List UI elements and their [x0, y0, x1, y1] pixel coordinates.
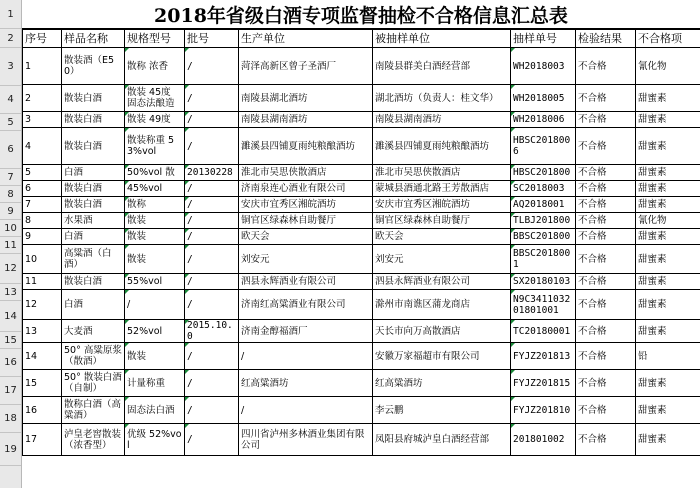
table-cell[interactable]: N9C341103201801001 [511, 290, 576, 320]
table-cell[interactable]: 52%vol [125, 320, 185, 343]
table-cell[interactable]: 刘安元 [373, 245, 511, 274]
table-cell[interactable]: 不合格 [576, 128, 636, 165]
row-number[interactable]: 13 [0, 284, 21, 301]
row-number[interactable]: 3 [0, 48, 21, 86]
table-cell[interactable]: 7 [23, 197, 62, 213]
header-cell[interactable]: 抽样单号 [511, 30, 576, 48]
table-cell[interactable]: 45%vol [125, 181, 185, 197]
table-cell[interactable]: 济南泉连心酒业有限公司 [239, 181, 373, 197]
table-cell[interactable]: 50° 散装白酒（自制） [62, 370, 125, 397]
table-cell[interactable]: 散装 [125, 343, 185, 370]
sheet-title[interactable]: 2018年省级白酒专项监督抽检不合格信息汇总表 [22, 0, 700, 29]
table-cell[interactable]: 50° 高粱原浆（散酒） [62, 343, 125, 370]
table-cell[interactable]: / [185, 245, 239, 274]
table-cell[interactable]: 甜蜜素 [636, 181, 700, 197]
table-cell[interactable]: 氰化物 [636, 48, 700, 85]
header-cell[interactable]: 批号 [185, 30, 239, 48]
table-cell[interactable]: WH2018006 [511, 112, 576, 128]
table-cell[interactable]: 散称 [125, 197, 185, 213]
table-cell[interactable]: / [185, 397, 239, 424]
table-cell[interactable]: 不合格 [576, 370, 636, 397]
header-cell[interactable]: 序号 [23, 30, 62, 48]
row-number[interactable]: 4 [0, 86, 21, 114]
table-cell[interactable]: / [125, 290, 185, 320]
table-cell[interactable]: 15 [23, 370, 62, 397]
table-cell[interactable]: 甜蜜素 [636, 128, 700, 165]
table-cell[interactable]: 计量称重 [125, 370, 185, 397]
table-cell[interactable]: / [185, 343, 239, 370]
table-cell[interactable]: 甜蜜素 [636, 229, 700, 245]
row-number[interactable]: 11 [0, 237, 21, 254]
table-cell[interactable]: 散装白酒 [62, 128, 125, 165]
table-cell[interactable]: 甜蜜素 [636, 197, 700, 213]
row-number[interactable]: 15 [0, 332, 21, 349]
table-cell[interactable]: 不合格 [576, 229, 636, 245]
table-cell[interactable]: 不合格 [576, 112, 636, 128]
table-cell[interactable]: 南陵县湖南酒坊 [239, 112, 373, 128]
table-cell[interactable]: SX20180103 [511, 274, 576, 290]
table-cell[interactable]: / [239, 397, 373, 424]
table-cell[interactable]: 16 [23, 397, 62, 424]
table-cell[interactable]: 铅 [636, 343, 700, 370]
table-cell[interactable]: 散装酒（E50） [62, 48, 125, 85]
row-number[interactable]: 9 [0, 203, 21, 220]
table-cell[interactable]: 甜蜜素 [636, 85, 700, 112]
table-cell[interactable]: 泸皇老窖散装（浓香型） [62, 424, 125, 456]
row-number[interactable]: 19 [0, 433, 21, 466]
header-cell[interactable]: 不合格项 [636, 30, 700, 48]
table-cell[interactable]: 不合格 [576, 320, 636, 343]
table-cell[interactable]: 铜官区绿森林自助餐厅 [373, 213, 511, 229]
table-cell[interactable]: 甜蜜素 [636, 165, 700, 181]
table-cell[interactable]: 12 [23, 290, 62, 320]
table-row [23, 181, 700, 197]
table-cell[interactable]: / [185, 197, 239, 213]
table-cell[interactable]: 南陵县湖北酒坊 [239, 85, 373, 112]
table-cell[interactable]: 李云鹏 [373, 397, 511, 424]
table-cell[interactable]: 菏泽高新区曾子圣酒厂 [239, 48, 373, 85]
table-cell[interactable]: 水果酒 [62, 213, 125, 229]
table-cell[interactable]: WH2018003 [511, 48, 576, 85]
table-row [23, 397, 700, 424]
table-cell[interactable]: SC2018003 [511, 181, 576, 197]
table-cell[interactable]: 2 [23, 85, 62, 112]
table-row [23, 165, 700, 181]
table-cell[interactable]: / [185, 112, 239, 128]
table-cell[interactable]: BBSC2018001 [511, 245, 576, 274]
table-row [23, 424, 700, 456]
table-cell[interactable]: / [185, 370, 239, 397]
header-cell[interactable]: 规格型号 [125, 30, 185, 48]
table-cell[interactable]: 50%vol 散 [125, 165, 185, 181]
table-cell[interactable]: 55%vol [125, 274, 185, 290]
table-cell[interactable]: 济南金醇福酒厂 [239, 320, 373, 343]
table-cell[interactable]: 不合格 [576, 424, 636, 456]
table-cell[interactable]: 散装 [125, 245, 185, 274]
table-cell[interactable]: 11 [23, 274, 62, 290]
table-cell[interactable]: 14 [23, 343, 62, 370]
table-cell[interactable]: 高粱酒（白酒） [62, 245, 125, 274]
table-header-row [23, 30, 700, 48]
table-cell[interactable]: 安徽万家福超市有限公司 [373, 343, 511, 370]
table-cell[interactable]: 南陵县群美白酒经营部 [373, 48, 511, 85]
table-cell[interactable]: 铜官区绿森林自助餐厅 [239, 213, 373, 229]
header-cell[interactable]: 样品名称 [62, 30, 125, 48]
row-number[interactable]: 18 [0, 405, 21, 433]
table-cell[interactable]: 白酒 [62, 165, 125, 181]
table-row [23, 245, 700, 274]
table-cell[interactable]: 刘安元 [239, 245, 373, 274]
table-cell[interactable]: / [185, 181, 239, 197]
table-cell[interactable]: 散装称重 53%vol [125, 128, 185, 165]
table-cell[interactable]: 201801002 [511, 424, 576, 456]
table-cell[interactable]: WH2018005 [511, 85, 576, 112]
header-cell[interactable]: 生产单位 [239, 30, 373, 48]
table-cell[interactable]: 凤阳县府城泸皇白酒经营部 [373, 424, 511, 456]
table-cell[interactable]: 不合格 [576, 274, 636, 290]
row-number[interactable]: 10 [0, 220, 21, 237]
row-number[interactable]: 5 [0, 114, 21, 131]
table-cell[interactable]: 不合格 [576, 343, 636, 370]
table-cell[interactable]: 散装 49度 [125, 112, 185, 128]
data-table [22, 29, 700, 456]
table-cell[interactable]: 甜蜜素 [636, 320, 700, 343]
table-cell[interactable]: 南陵县湖南酒坊 [373, 112, 511, 128]
table-cell[interactable]: 蒙城县酒通北路王芳散酒店 [373, 181, 511, 197]
row-header-column [0, 0, 22, 488]
table-cell[interactable]: 散装白酒 [62, 112, 125, 128]
header-cell[interactable]: 检验结果 [576, 30, 636, 48]
table-row [23, 213, 700, 229]
table-cell[interactable]: 9 [23, 229, 62, 245]
table-cell[interactable]: 6 [23, 181, 62, 197]
table-cell[interactable]: 欧天会 [373, 229, 511, 245]
table-cell[interactable]: 湖北酒坊（负责人：桂文华） [373, 85, 511, 112]
table-row [23, 112, 700, 128]
table-cell[interactable]: 白酒 [62, 229, 125, 245]
table-cell[interactable]: / [185, 424, 239, 456]
table-cell[interactable]: 甜蜜素 [636, 112, 700, 128]
table-cell[interactable]: 甜蜜素 [636, 397, 700, 424]
table-cell[interactable]: 10 [23, 245, 62, 274]
table-cell[interactable]: 不合格 [576, 397, 636, 424]
table-cell[interactable]: 天长市向万高散酒店 [373, 320, 511, 343]
row-number[interactable]: 12 [0, 254, 21, 284]
table-cell[interactable]: 13 [23, 320, 62, 343]
table-cell[interactable]: 濉溪县四铺夏雨纯粮酿酒坊 [239, 128, 373, 165]
row-number[interactable]: 8 [0, 186, 21, 203]
table-cell[interactable]: AQ2018001 [511, 197, 576, 213]
table-cell[interactable]: 8 [23, 213, 62, 229]
table-cell[interactable]: 散装白酒 [62, 274, 125, 290]
table-cell[interactable]: 泗县永辉酒业有限公司 [239, 274, 373, 290]
table-cell[interactable]: 散装白酒 [62, 85, 125, 112]
row-number[interactable]: 2 [0, 29, 21, 48]
table-row [23, 370, 700, 397]
row-number[interactable]: 14 [0, 301, 21, 332]
table-cell[interactable]: FYJZ201813 [511, 343, 576, 370]
table-cell[interactable]: / [185, 290, 239, 320]
row-number[interactable]: 17 [0, 377, 21, 405]
table-cell[interactable]: 滁州市南谯区蒲龙商店 [373, 290, 511, 320]
table-row [23, 320, 700, 343]
table-cell[interactable]: 不合格 [576, 181, 636, 197]
table-cell[interactable]: 散称白酒（高粱酒） [62, 397, 125, 424]
table-cell[interactable]: 5 [23, 165, 62, 181]
table-cell[interactable]: / [185, 229, 239, 245]
table-cell[interactable]: 欧天会 [239, 229, 373, 245]
table-cell[interactable]: / [239, 343, 373, 370]
table-cell[interactable]: 不合格 [576, 213, 636, 229]
table-cell[interactable]: 4 [23, 128, 62, 165]
table-cell[interactable]: 散装白酒 [62, 181, 125, 197]
table-cell[interactable]: 不合格 [576, 165, 636, 181]
table-row [23, 343, 700, 370]
table-row [23, 229, 700, 245]
table-cell[interactable]: 泗县永辉酒业有限公司 [373, 274, 511, 290]
table-row [23, 85, 700, 112]
table-cell[interactable]: TC20180001 [511, 320, 576, 343]
table-cell[interactable]: 优级 52%vol [125, 424, 185, 456]
row-number[interactable]: 7 [0, 169, 21, 186]
table-cell[interactable]: / [185, 274, 239, 290]
table-cell[interactable]: 四川省泸州多林酒业集团有限公司 [239, 424, 373, 456]
table-cell[interactable]: 甜蜜素 [636, 370, 700, 397]
table-cell[interactable]: 1 [23, 48, 62, 85]
table-cell[interactable]: 散装 45度 固态法酿造 [125, 85, 185, 112]
table-cell[interactable]: BBSC201800 [511, 229, 576, 245]
table-cell[interactable]: HBSC2018006 [511, 128, 576, 165]
table-cell[interactable]: 红高粱酒坊 [239, 370, 373, 397]
table-cell[interactable]: HBSC201800 [511, 165, 576, 181]
table-cell[interactable]: 濉溪县四铺夏雨纯粮酿酒坊 [373, 128, 511, 165]
header-cell[interactable]: 被抽样单位 [373, 30, 511, 48]
table-cell[interactable]: / [185, 128, 239, 165]
table-cell[interactable]: / [185, 85, 239, 112]
table-row [23, 197, 700, 213]
row-number[interactable]: 1 [0, 0, 21, 29]
table-cell[interactable]: 2015.10.0 [185, 320, 239, 343]
table-cell[interactable]: 甜蜜素 [636, 424, 700, 456]
table-cell[interactable]: 不合格 [576, 48, 636, 85]
table-row [23, 274, 700, 290]
table-row [23, 128, 700, 165]
table-cell[interactable]: 20130228 [185, 165, 239, 181]
row-number[interactable]: 16 [0, 349, 21, 377]
table-cell[interactable]: 散装 [125, 213, 185, 229]
table-cell[interactable]: 散装 [125, 229, 185, 245]
table-cell[interactable]: 安庆市宜秀区湘皖酒坊 [373, 197, 511, 213]
table-cell[interactable]: 散装白酒 [62, 197, 125, 213]
table-cell[interactable]: 氰化物 [636, 213, 700, 229]
table-cell[interactable]: 17 [23, 424, 62, 456]
table-cell[interactable]: / [185, 48, 239, 85]
table-cell[interactable]: 淮北市吴思侠散酒店 [239, 165, 373, 181]
table-cell[interactable]: 3 [23, 112, 62, 128]
table-cell[interactable]: 不合格 [576, 85, 636, 112]
table-cell[interactable]: 红高粱酒坊 [373, 370, 511, 397]
table-cell[interactable]: 不合格 [576, 290, 636, 320]
table-cell[interactable]: 固态法白酒 [125, 397, 185, 424]
table-cell[interactable]: 不合格 [576, 245, 636, 274]
table-cell[interactable]: 济南红高粱酒业有限公司 [239, 290, 373, 320]
table-cell[interactable]: 甜蜜素 [636, 245, 700, 274]
table-row [23, 290, 700, 320]
table-cell[interactable]: TLBJ201800 [511, 213, 576, 229]
table-cell[interactable]: FYJZ201815 [511, 370, 576, 397]
table-cell[interactable]: / [185, 213, 239, 229]
table-cell[interactable]: 白酒 [62, 290, 125, 320]
table-cell[interactable]: FYJZ201810 [511, 397, 576, 424]
table-cell[interactable]: 安庆市宜秀区湘皖酒坊 [239, 197, 373, 213]
table-cell[interactable]: 不合格 [576, 197, 636, 213]
table-cell[interactable]: 甜蜜素 [636, 290, 700, 320]
table-cell[interactable]: 淮北市吴思侠散酒店 [373, 165, 511, 181]
table-cell[interactable]: 散称 浓香 [125, 48, 185, 85]
table-cell[interactable]: 大麦酒 [62, 320, 125, 343]
table-row [23, 48, 700, 85]
table-cell[interactable]: 甜蜜素 [636, 274, 700, 290]
row-number[interactable]: 6 [0, 131, 21, 169]
